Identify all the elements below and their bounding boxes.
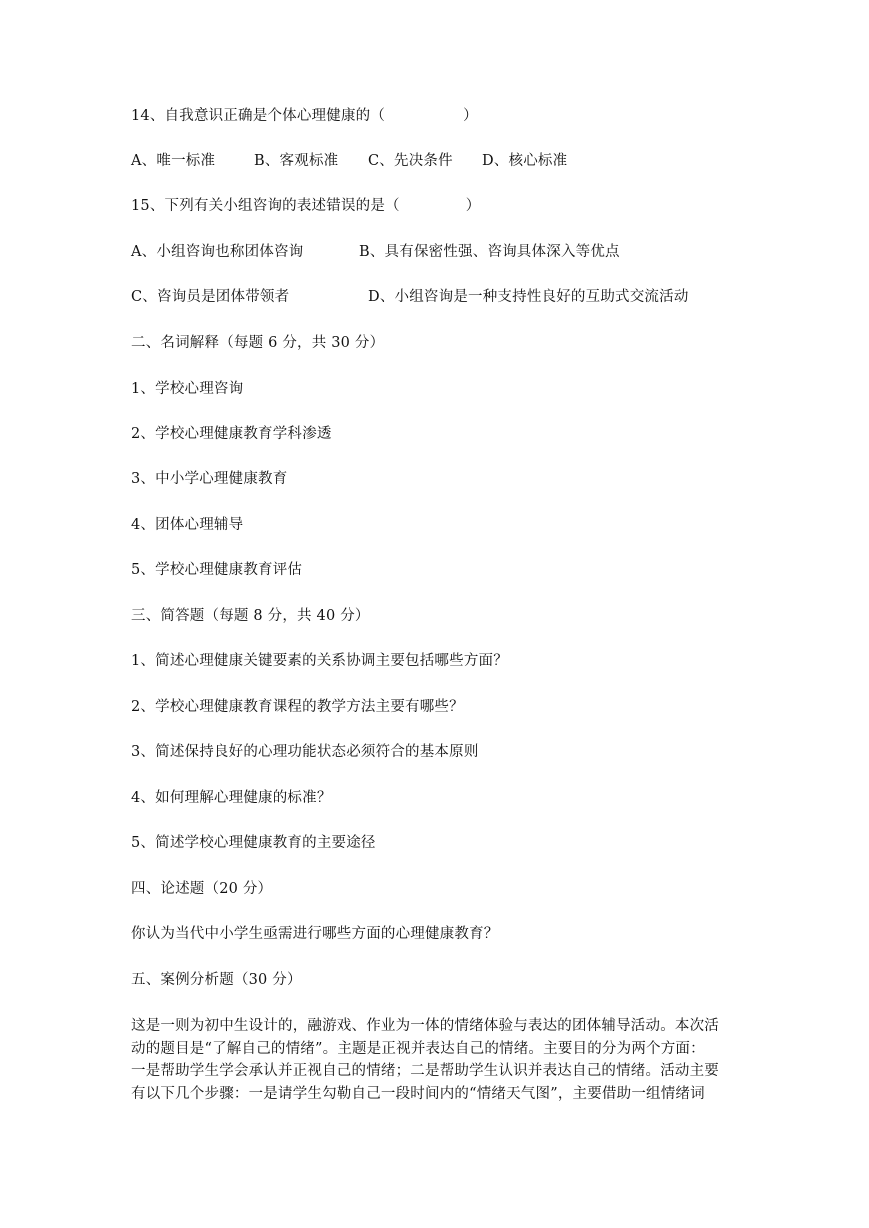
- section5-heading: 五、案例分析题（30 分）: [131, 972, 302, 988]
- q15-close: ）: [465, 198, 481, 214]
- q15-option-a: A、小组咨询也称团体咨询: [131, 244, 304, 260]
- q14-option-c: C、先决条件: [368, 153, 453, 169]
- q15-option-d: D、小组咨询是一种支持性良好的互助式交流活动: [368, 289, 689, 305]
- q14-option-a: A、唯一标准: [131, 153, 216, 169]
- section3-item: 4、如何理解心理健康的标准？: [131, 790, 332, 806]
- section2-heading: 二、名词解释（每题 6 分，共 30 分）: [131, 335, 385, 351]
- section3-item: 5、简述学校心理健康教育的主要途径: [131, 835, 376, 851]
- q14-stem-text: 14、自我意识正确是个体心理健康的（: [131, 108, 386, 124]
- case-line: 这是一则为初中生设计的，融游戏、作业为一体的情绪体验与表达的团体辅导活动。本次活: [131, 1018, 719, 1034]
- q14-option-d: D、核心标准: [482, 153, 568, 169]
- section2-item: 5、学校心理健康教育评估: [131, 562, 303, 578]
- q14-option-b: B、客观标准: [254, 153, 339, 169]
- section3-heading: 三、简答题（每题 8 分，共 40 分）: [131, 608, 370, 624]
- section2-item: 4、团体心理辅导: [131, 517, 244, 533]
- case-paragraph: [131, 1015, 741, 1105]
- section2-item: 2、学校心理健康教育学科渗透: [131, 426, 332, 442]
- q15-stem: [131, 197, 480, 215]
- section4-question: 你认为当代中小学生亟需进行哪些方面的心理健康教育？: [131, 926, 499, 942]
- case-line: 一是帮助学生学会承认并正视自己的情绪；二是帮助学生认识并表达自己的情绪。活动主要: [131, 1063, 719, 1079]
- section3-item: 1、简述心理健康关键要素的关系协调主要包括哪些方面？: [131, 653, 508, 669]
- section3-item: 2、学校心理健康教育课程的教学方法主要有哪些？: [131, 699, 464, 715]
- case-line: 有以下几个步骤：一是请学生勾勒自己一段时间内的“情绪天气图”，主要借助一组情绪词: [131, 1085, 705, 1102]
- q14-close: ）: [463, 108, 478, 124]
- q15-stem-text: 15、下列有关小组咨询的表述错误的是（: [131, 198, 400, 214]
- q15-option-b: B、具有保密性强、咨询具体深入等优点: [359, 244, 620, 260]
- q14-stem: [131, 107, 478, 125]
- q15-option-c: C、咨询员是团体带领者: [131, 289, 290, 305]
- case-line: 动的题目是“了解自己的情绪”。主题是正视并表达自己的情绪。主要目的分为两个方面：: [131, 1040, 705, 1057]
- section2-item: 3、中小学心理健康教育: [131, 471, 288, 487]
- section2-item: 1、学校心理咨询: [131, 381, 244, 397]
- section4-heading: 四、论述题（20 分）: [131, 881, 273, 897]
- section3-item: 3、简述保持良好的心理功能状态必须符合的基本原则: [131, 744, 479, 760]
